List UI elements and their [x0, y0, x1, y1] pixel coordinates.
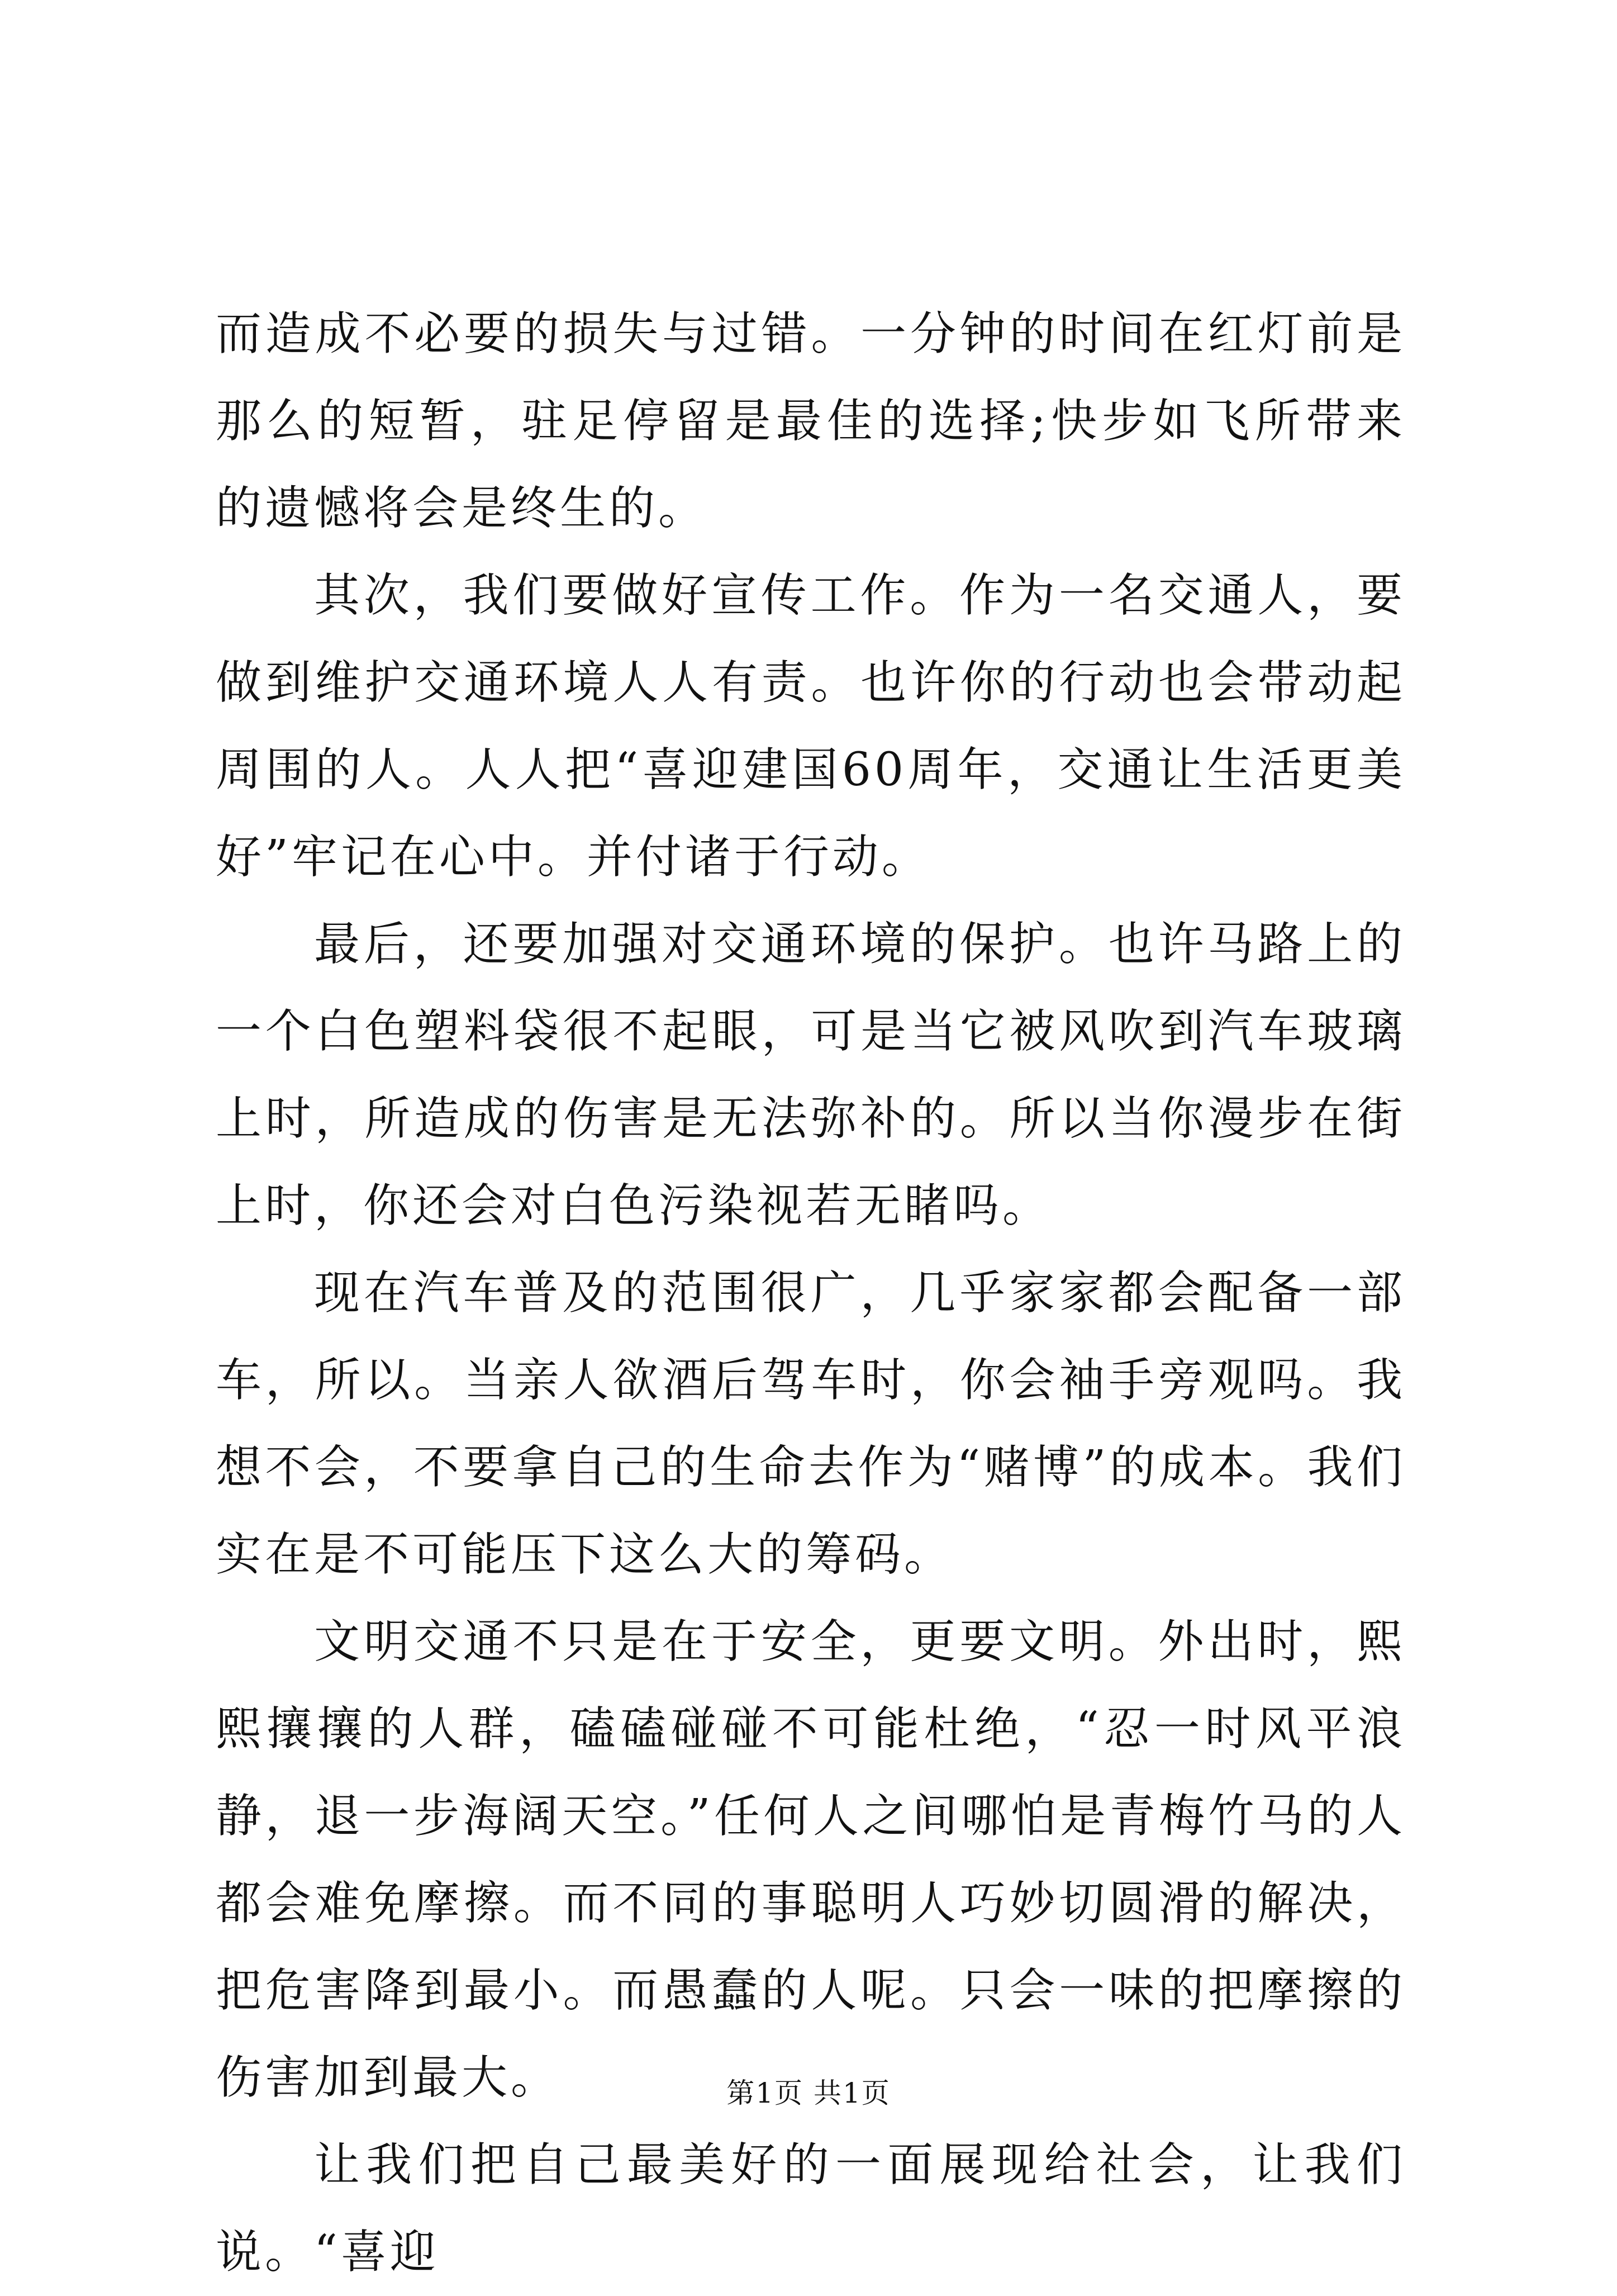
paragraph-closing: 让我们把自己最美好的一面展现给社会，让我们说。“喜迎 — [216, 2138, 1406, 2279]
document-body — [216, 291, 1406, 2296]
paragraph-environment: 最后，还要加强对交通环境的保护。也许马路上的一个白色塑料袋很不起眼，可是当它被风吹到汽车玻璃上时，所造成的伤害是无法弥补的。所以当你漫步在街上时，你还会对白色污染视若无睹吗。 — [216, 918, 1406, 1232]
paragraph-drunk-driving: 现在汽车普及的范围很广，几乎家家都会配备一部车，所以。当亲人欲酒后驾车时，你会袖手旁观吗。我想不会，不要拿自己的生命去作为“赌博”的成本。我们实在是不可能压下这么大的筹码。 — [216, 1266, 1406, 1581]
page-number-footer: 第1页 共1页 — [726, 2077, 891, 2109]
paragraph-publicity: 其次，我们要做好宣传工作。作为一名交通人，要做到维护交通环境人人有责。也许你的行动也会带动起周围的人。人人把“喜迎建国60周年，交通让生活更美好”牢记在心中。并付诸于行动。 — [216, 569, 1406, 884]
paragraph-civility: 文明交通不只是在于安全，更要文明。外出时，熙熙攘攘的人群，磕磕碰碰不可能杜绝，“忍一时风平浪静，退一步海阔天空。”任何人之间哪怕是青梅竹马的人都会难免摩擦。而不同的事聪明人巧妙切圆滑的解决，把危害降到最小。而愚蠢的人呢。只会一味的把摩擦的伤害加到最大。 — [216, 1615, 1406, 2104]
paragraph-continuation: 而造成不必要的损失与过错。一分钟的时间在红灯前是那么的短暂，驻足停留是最佳的选择;快步如飞所带来的遗憾将会是终生的。 — [216, 307, 1406, 535]
